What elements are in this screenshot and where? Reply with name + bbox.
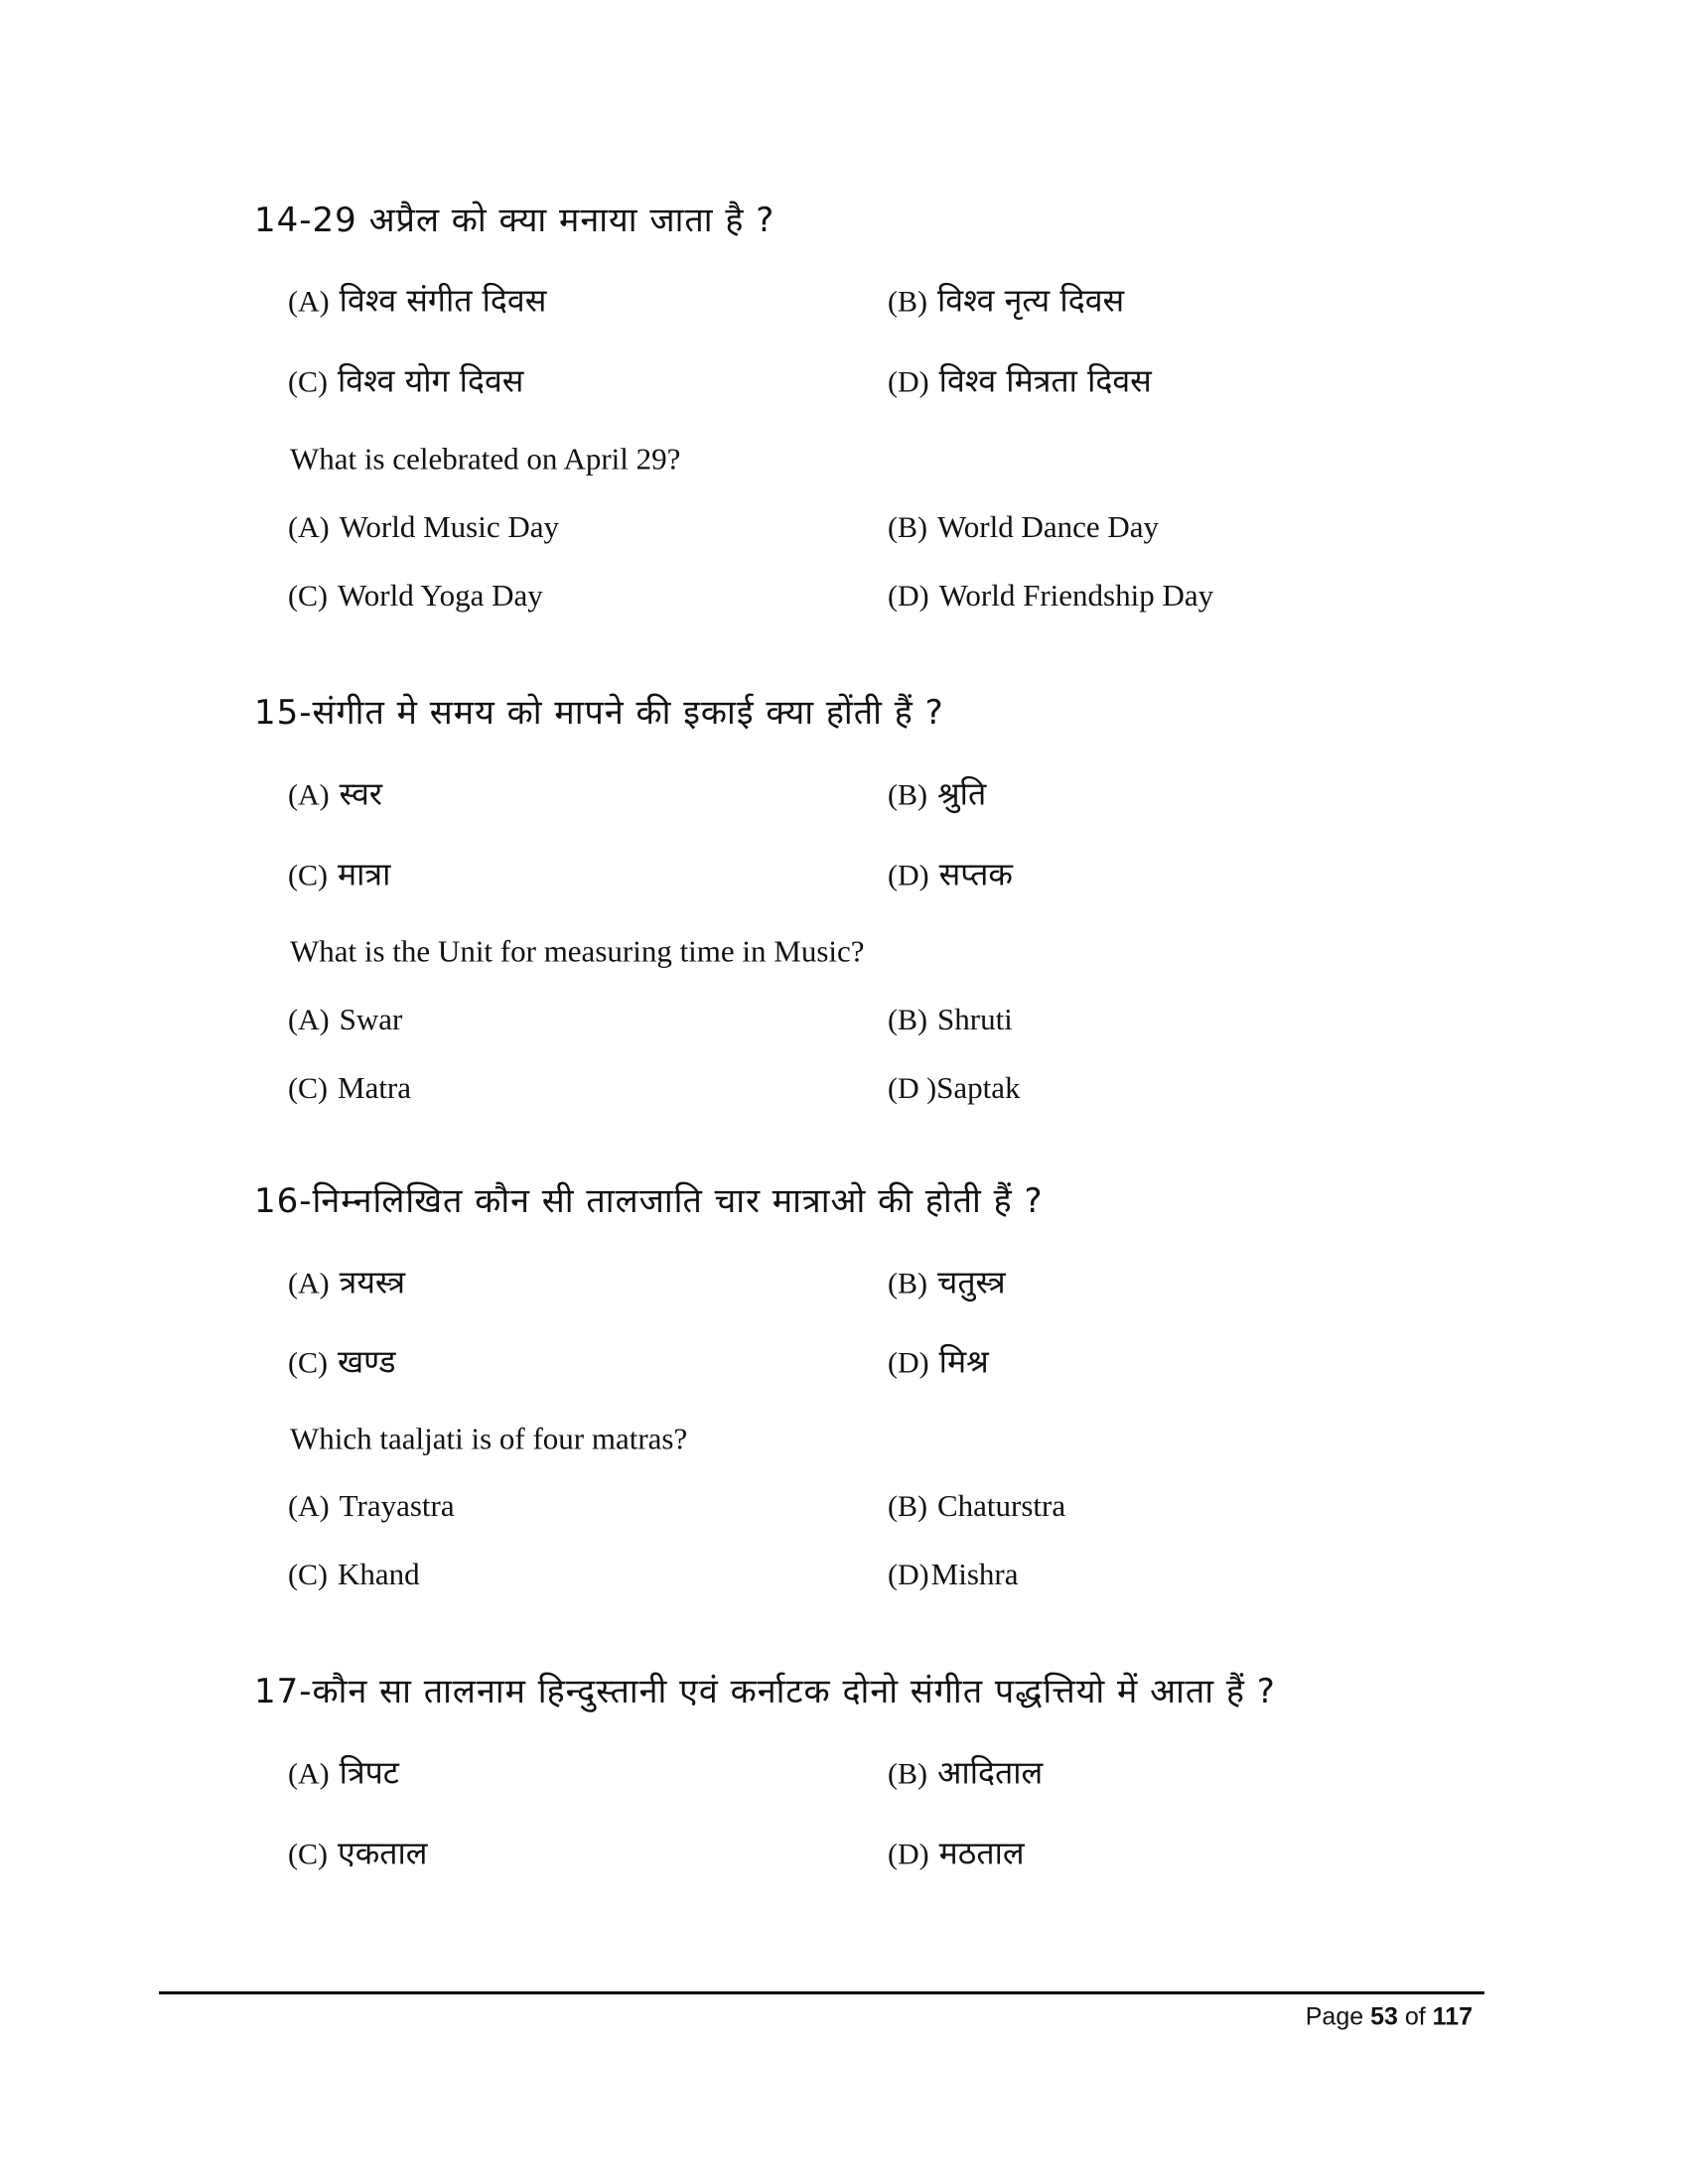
- option-text: स्वर: [339, 774, 382, 813]
- q15-english-option-b: [888, 1004, 1013, 1035]
- option-label: (B): [888, 778, 927, 812]
- page-of: of: [1404, 2002, 1426, 2031]
- option-label: (B): [888, 1490, 927, 1523]
- option-text: Swar: [339, 1002, 403, 1036]
- option-label: (D): [888, 859, 929, 892]
- q14-english-option-a: [288, 511, 559, 543]
- option-text: Mishra: [930, 1557, 1019, 1591]
- option-label: (D ): [888, 1072, 937, 1105]
- page-prefix: Page: [1305, 2002, 1364, 2031]
- q15-english-question: What is the Unit for measuring time in Music?: [290, 933, 865, 969]
- option-label: (A): [288, 1490, 330, 1523]
- option-text: विश्व नृत्य दिवस: [937, 281, 1125, 320]
- option-text: Khand: [338, 1557, 420, 1591]
- q15-english-option-c: [288, 1072, 411, 1104]
- question-16-hindi: [254, 1181, 1044, 1221]
- q17-hindi-option-a: [288, 1753, 399, 1792]
- option-text: मात्रा: [338, 855, 391, 893]
- option-text: World Music Day: [339, 509, 560, 544]
- option-text: श्रुति: [937, 774, 987, 813]
- option-label: (C): [288, 1838, 328, 1871]
- option-label: (B): [888, 285, 927, 319]
- question-text: संगीत मे समय को मापने की इकाई क्या होंती हैं ?: [312, 693, 944, 733]
- option-label: (A): [288, 1757, 330, 1791]
- option-text: आदिताल: [937, 1753, 1044, 1792]
- option-text: मिश्र: [938, 1342, 989, 1381]
- q16-english-question: Which taaljati is of four matras?: [290, 1421, 688, 1456]
- q14-english-option-d: [888, 580, 1213, 612]
- option-label: (A): [288, 511, 330, 544]
- option-text: Saptak: [936, 1070, 1021, 1105]
- option-text: World Friendship Day: [938, 578, 1214, 613]
- q14-hindi-option-c: [288, 361, 524, 400]
- option-label: (C): [288, 1559, 328, 1591]
- option-label: (B): [888, 1267, 927, 1300]
- q14-hindi-option-a: [288, 281, 547, 320]
- question-number: 14-: [254, 201, 313, 240]
- question-15-hindi: [254, 693, 944, 733]
- option-text: Chaturstra: [937, 1488, 1066, 1523]
- q15-english-option-d: [888, 1072, 1021, 1104]
- question-17-hindi: [254, 1672, 1276, 1711]
- option-text: मठताल: [938, 1834, 1025, 1872]
- option-text: सप्तक: [938, 855, 1013, 893]
- q15-english-option-a: [288, 1004, 402, 1035]
- q14-english-option-c: [288, 580, 543, 612]
- question-number: 17-: [254, 1672, 313, 1711]
- q16-hindi-option-c: [288, 1342, 396, 1381]
- option-label: (C): [288, 859, 328, 892]
- q14-hindi-option-d: [888, 361, 1152, 400]
- option-text: चतुस्त्र: [937, 1263, 1006, 1301]
- question-text: कौन सा तालनाम हिन्दुस्तानी एवं कर्नाटक दोनो संगीत पद्धत्तियो में आता हैं ?: [312, 1672, 1276, 1711]
- option-label: (D): [888, 1559, 929, 1591]
- q16-hindi-option-a: [288, 1263, 405, 1301]
- option-text: विश्व संगीत दिवस: [339, 281, 547, 320]
- q15-hindi-option-d: [888, 855, 1013, 893]
- option-text: विश्व मित्रता दिवस: [938, 361, 1152, 400]
- question-number: 15-: [254, 693, 313, 733]
- option-label: (B): [888, 1004, 927, 1036]
- q16-english-option-a: [288, 1490, 455, 1522]
- option-text: त्रयस्त्र: [339, 1263, 405, 1301]
- q17-hindi-option-c: [288, 1834, 428, 1872]
- option-label: (C): [288, 365, 328, 399]
- option-label: (B): [888, 1757, 927, 1791]
- option-label: (C): [288, 580, 328, 613]
- option-label: (D): [888, 580, 929, 613]
- q17-hindi-option-b: [888, 1753, 1044, 1792]
- option-text: खण्ड: [338, 1342, 396, 1381]
- footer-divider: [159, 1991, 1484, 1994]
- option-text: एकताल: [338, 1834, 428, 1872]
- question-text: निम्नलिखित कौन सी तालजाति चार मात्राओ की होती हैं ?: [312, 1181, 1044, 1221]
- q16-english-option-c: [288, 1559, 420, 1590]
- option-text: विश्व योग दिवस: [338, 361, 524, 400]
- page-number: [1306, 2003, 1473, 2032]
- option-label: (C): [288, 1346, 328, 1380]
- q16-english-option-d: [888, 1559, 1018, 1590]
- option-text: Shruti: [937, 1002, 1013, 1036]
- question-text: 29 अप्रैल को क्या मनाया जाता है ?: [312, 201, 775, 240]
- q16-hindi-option-b: [888, 1263, 1006, 1301]
- q17-hindi-option-d: [888, 1834, 1025, 1872]
- question-number: 16-: [254, 1181, 313, 1221]
- page-total: 117: [1432, 2002, 1473, 2031]
- option-label: (D): [888, 365, 929, 399]
- option-label: (A): [288, 1267, 330, 1300]
- option-label: (A): [288, 1004, 330, 1036]
- page-current: 53: [1370, 2002, 1398, 2031]
- q14-hindi-option-b: [888, 281, 1125, 320]
- q15-hindi-option-b: [888, 774, 987, 813]
- option-label: (A): [288, 285, 330, 319]
- option-label: (A): [288, 778, 330, 812]
- q15-hindi-option-c: [288, 855, 391, 893]
- q15-hindi-option-a: [288, 774, 382, 813]
- option-label: (D): [888, 1838, 929, 1871]
- option-text: Matra: [338, 1070, 412, 1105]
- option-label: (B): [888, 511, 927, 544]
- q14-english-option-b: [888, 511, 1159, 543]
- option-text: World Dance Day: [937, 509, 1160, 544]
- question-14-hindi: [254, 201, 775, 240]
- option-text: World Yoga Day: [338, 578, 543, 613]
- option-label: (D): [888, 1346, 929, 1380]
- q16-hindi-option-d: [888, 1342, 989, 1381]
- option-text: त्रिपट: [339, 1753, 399, 1792]
- option-text: Trayastra: [339, 1488, 455, 1523]
- q16-english-option-b: [888, 1490, 1065, 1522]
- option-label: (C): [288, 1072, 328, 1105]
- q14-english-question: What is celebrated on April 29?: [290, 441, 681, 477]
